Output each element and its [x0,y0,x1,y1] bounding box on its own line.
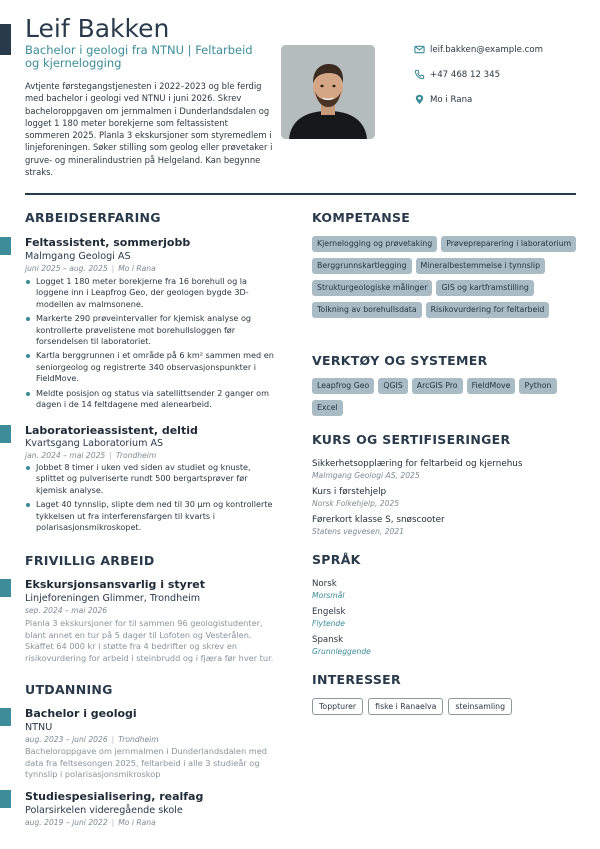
course-title: Førerkort klasse S, snøscooter [312,515,445,525]
volunteer-dates: sep. 2024 – mai 2026 [25,606,108,615]
bullet-text: Kartla berggrunnen i et område på 6 km² sammen med en seniorgeolog og registrerte 340 observasjonspunkter i FieldMove. [36,350,274,384]
job-place: Trondheim [115,451,157,460]
bullet-dot [26,466,30,470]
contact-location-text: Mo i Rana [430,94,473,105]
contact-email[interactable] [414,44,543,55]
portrait-image [281,45,375,139]
meta-separator: | [111,818,115,827]
list-item [25,388,280,411]
header-accent-bar [0,24,11,55]
education-degree: Studiespesialisering, realfag [25,790,204,803]
mail-icon [414,44,425,55]
skill-tag: Mineralbestemmelse i tynnslip [416,258,545,274]
section-heading-volunteer: FRIVILLIG ARBEID [25,553,155,568]
bullet-dot [26,354,30,358]
language-name: Engelsk [312,607,346,617]
job-bullet-list [25,276,280,413]
language-name: Spansk [312,635,344,645]
entry-accent-bar [0,425,11,443]
education-dates: aug. 2019 – juni 2022 [25,818,108,827]
bullet-text: Meldte posisjon og status via satellittsender 2 ganger om dagen i de 14 feltdagene med alenearbeid. [36,387,269,410]
profile-summary: Avtjente førstegangstjenesten i 2022–2023 og ble ferdig med bachelor i geologi ved NTNU i juni 2026. Skrev bacheloroppgaven om jernmalmen i Dunderlandsdalen og logget 1 180 meter borekjerne som feltassistent sommeren 2025. Planla 3 ekskursjoner som styremedlem i linjeforeningen. Søker stilling som geolog eller prøvetaker i gruve- og mineralindustrien på Helgeland. Kan begynne straks. [25,81,273,178]
tool-tag: QGIS [378,378,407,394]
list-item [25,313,280,347]
interest-chip: Toppturer [312,698,363,715]
tool-tag: Leapfrog Geo [312,378,374,394]
contact-phone-text: +47 468 12 345 [430,69,501,80]
skill-tag: Berggrunnskartlegging [312,258,412,274]
job-employer: Malmgang Geologi AS [25,251,131,262]
course-provider: Norsk Folkehjelp, 2025 [312,499,400,508]
education-meta [25,818,156,827]
job-employer: Kvartsgang Laboratorium AS [25,438,164,449]
skill-tag: Strukturgeologiske målinger [312,280,432,296]
tool-tag: Excel [312,400,343,416]
list-item [25,499,280,533]
entry-accent-bar [0,708,11,726]
education-meta [25,735,159,744]
bullet-dot [26,503,30,507]
course-provider: Statens vegvesen, 2021 [312,527,405,536]
interests-list [312,698,512,715]
location-pin-icon [414,94,425,105]
tool-tag: Python [519,378,556,394]
bullet-text: Laget 40 tynnslip, slipte dem ned til 30 µm og kontrollerte tykkelsen ut fra interferensfargen til kvarts i polarisasjonsmikroskopet. [36,499,273,533]
course-title: Kurs i førstehjelp [312,487,387,497]
course-provider: Malmgang Geologi AS, 2025 [312,471,420,480]
phone-icon [414,69,425,80]
job-dates: juni 2025 – aug. 2025 [25,264,108,273]
list-item [25,276,280,310]
section-heading-languages: SPRÅK [312,552,361,567]
section-heading-interests: INTERESSER [312,672,401,687]
tool-tag: ArcGIS Pro [412,378,463,394]
education-degree: Bachelor i geologi [25,707,137,720]
tool-tag: FieldMove [467,378,516,394]
bullet-dot [26,280,30,284]
volunteer-description: Planla 3 ekskursjoner for til sammen 96 geologistudenter, blant annet en tur på 5 dager til Lofoten og Vesterålen. Skaffet 64 000 kr i støtte fra 4 bedrifter og skrev en risikovurdering for arbeid i steinbrudd og i fjæra før hver tur. [25,618,274,663]
meta-separator: | [109,451,112,460]
tools-tag-list [312,378,580,416]
bullet-text: Jobbet 8 timer i uken ved siden av studiet og knuste, splittet og pulveriserte rundt 500 bergartsprøver før kjemisk analyse. [36,462,251,495]
header-divider [25,193,576,195]
job-bullet-list [25,462,280,536]
volunteer-title: Ekskursjonsansvarlig i styret [25,578,205,591]
language-level: Grunnleggende [312,647,371,656]
language-level: Morsmål [312,591,345,600]
course-title: Sikkerhetsopplæring for feltarbeid og kjernehus [312,459,523,469]
section-heading-skills: KOMPETANSE [312,210,411,225]
job-dates: jan. 2024 – mai 2025 [25,451,106,460]
job-title: Laboratorieassistent, deltid [25,424,198,437]
job-title: Feltassistent, sommerjobb [25,236,191,249]
contact-location [414,94,472,105]
entry-accent-bar [0,237,11,255]
education-description: Bacheloroppgave om jernmalmen i Dunderlandsdalen med data fra feltsesongen 2025, feltarbeid i alle 3 studieår og tynnslip i polarisasjonsmikroskop [25,746,267,780]
contact-phone[interactable] [414,69,500,80]
language-level: Flytende [312,619,345,628]
candidate-title: Bachelor i geologi fra NTNU | Feltarbeid og kjernelogging [25,43,253,70]
skill-tag: Risikovurdering for feltarbeid [426,302,550,318]
section-heading-education: UTDANNING [25,682,113,697]
profile-photo [281,45,375,139]
list-item [25,350,280,384]
interest-chip: fiske i Ranaelva [368,698,443,715]
education-place: Trondheim [118,735,159,744]
section-heading-experience: ARBEIDSERFARING [25,210,161,225]
section-heading-tools: VERKTØY OG SYSTEMER [312,353,488,368]
education-place: Mo i Rana [118,818,156,827]
education-dates: aug. 2023 – juni 2026 [25,735,108,744]
job-place: Mo i Rana [118,264,156,273]
meta-separator: | [111,264,115,273]
meta-separator: | [111,735,115,744]
education-school: NTNU [25,722,53,733]
skill-tag: Prøvepreparering i laboratorium [441,236,576,252]
education-school: Polarsirkelen videregående skole [25,805,183,816]
list-item [25,462,280,496]
section-heading-courses: KURS OG SERTIFISERINGER [312,432,511,447]
contact-email-text: leif.bakken@example.com [430,44,543,55]
skill-tag: Kjernelogging og prøvetaking [312,236,437,252]
skill-tag: Tolkning av borehullsdata [312,302,422,318]
volunteer-org: Linjeforeningen Glimmer, Trondheim [25,593,201,604]
candidate-name: Leif Bakken [25,14,170,43]
interest-chip: steinsamling [448,698,512,715]
job-meta [25,264,156,273]
bullet-dot [26,392,30,396]
skills-tag-list [312,236,580,318]
bullet-text: Markerte 290 prøveintervaller for kjemisk analyse og kontrollerte prøvelistene mot borehullsloggen før forsendelsen til laboratoriet. [36,313,252,347]
job-meta [25,451,156,460]
entry-accent-bar [0,579,11,597]
bullet-dot [26,317,30,321]
language-name: Norsk [312,579,337,589]
skill-tag: GIS og kartframstilling [436,280,533,296]
resume-header [0,0,600,194]
bullet-text: Logget 1 180 meter borekjerne fra 16 borehull og la loggene inn i Leapfrog Geo, der geologen bygde 3D-modellen av malmsonene. [36,276,249,309]
entry-accent-bar [0,790,11,808]
